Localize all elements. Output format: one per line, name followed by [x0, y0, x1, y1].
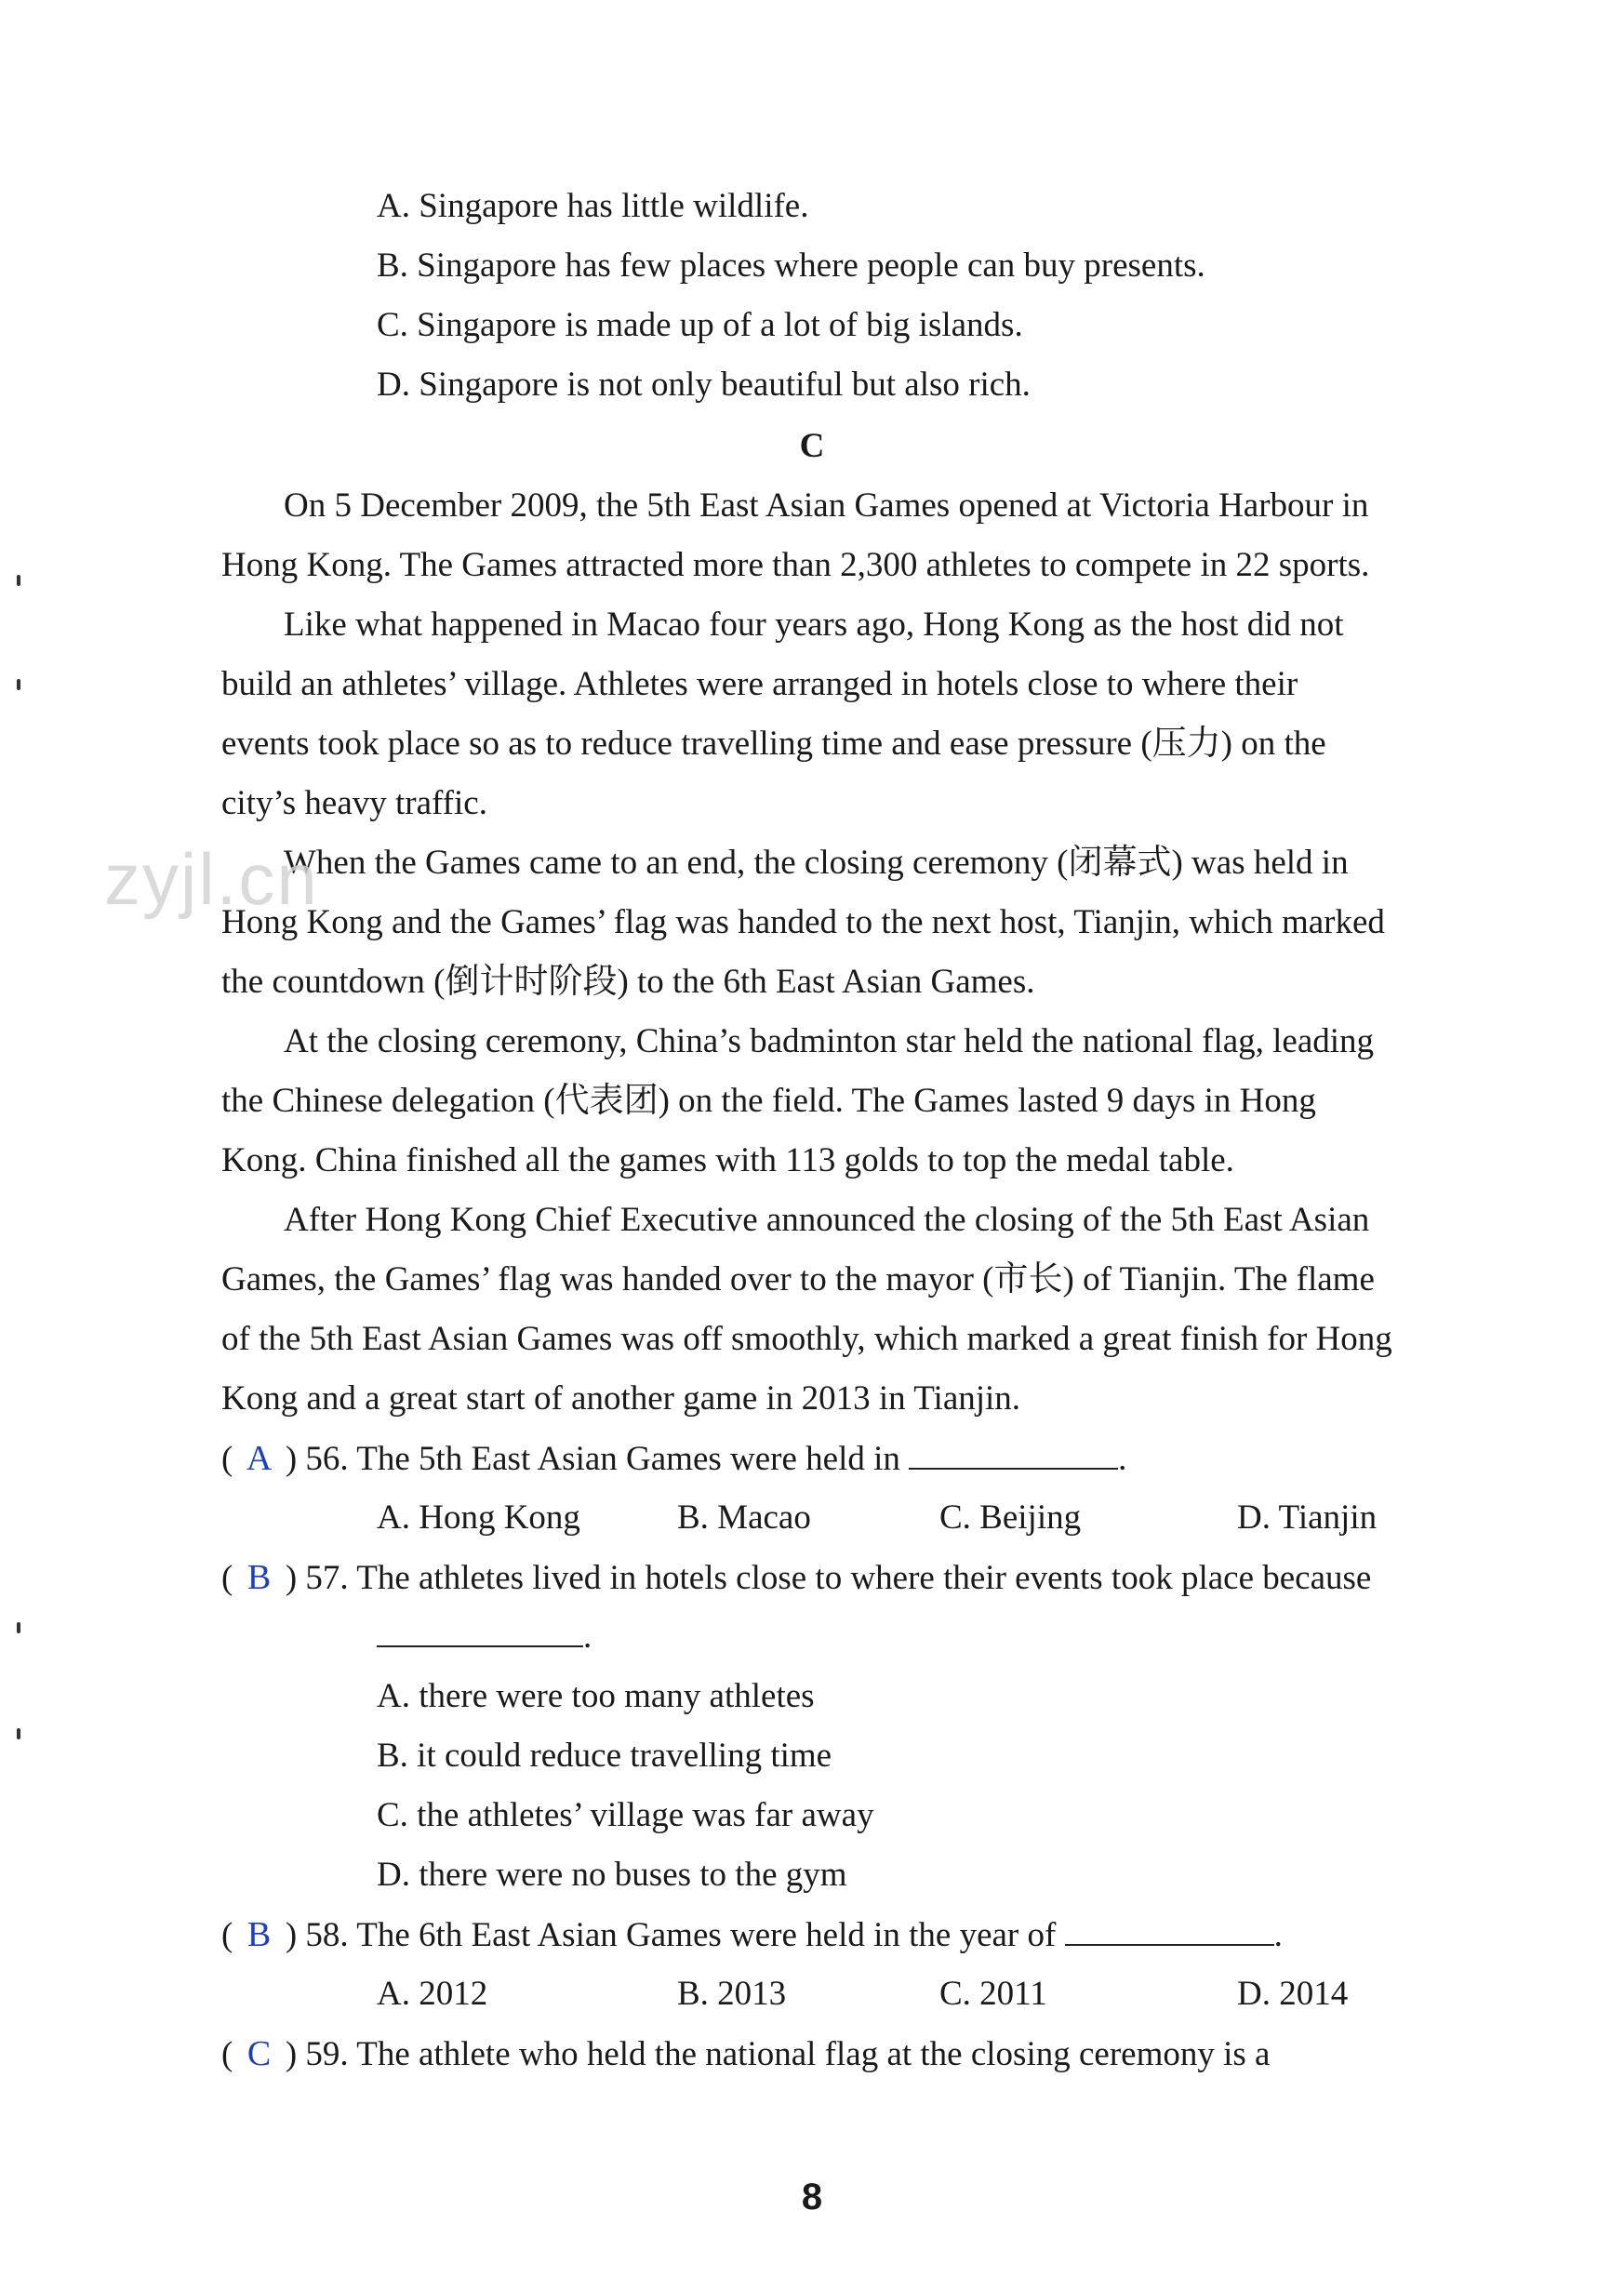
watermark-logo: zyjl.cn [104, 838, 319, 920]
q57-option-c: C. the athletes’ village was far away [377, 1796, 874, 1834]
question-58-stem: ) 58. The 6th East Asian Games were held in the year of [285, 1916, 1057, 1954]
answer-57: B [246, 1558, 272, 1597]
binding-mark [17, 575, 20, 586]
passage-line: the Chinese delegation (代表团) on the field. The Games lasted 9 days in Hong [221, 1082, 1316, 1120]
passage-line: build an athletes’ village. Athletes were arranged in hotels close to where their [221, 665, 1298, 703]
passage-line: the countdown (倒计时阶段) to the 6th East Asian Games. [221, 963, 1035, 1001]
passage-line: When the Games came to an end, the closing ceremony (闭幕式) was held in [284, 844, 1349, 882]
question-59 [221, 2033, 1270, 2075]
q58-option-d: D. 2014 [1237, 1975, 1349, 2013]
answer-56: A [246, 1439, 273, 1478]
period: . [1273, 1916, 1283, 1954]
passage-line: Hong Kong and the Games’ flag was handed to the next host, Tianjin, which marked [221, 903, 1385, 941]
passage-line: After Hong Kong Chief Executive announced the closing of the 5th East Asian [284, 1201, 1370, 1239]
question-57 [221, 1557, 1371, 1599]
q58-option-c: C. 2011 [939, 1975, 1047, 2013]
q57-option-b: B. it could reduce travelling time [377, 1737, 832, 1775]
question-57-blank-line [377, 1617, 592, 1658]
answer-59: C [246, 2034, 272, 2073]
q57-option-d: D. there were no buses to the gym [377, 1856, 847, 1894]
passage-line: of the 5th East Asian Games was off smoothly, which marked a great finish for Hong [221, 1320, 1392, 1358]
q56-option-c: C. Beijing [939, 1498, 1082, 1537]
prev-option-b: B. Singapore has few places where people can buy presents. [377, 246, 1205, 285]
question-59-stem: ) 59. The athlete who held the national flag at the closing ceremony is a [285, 2035, 1271, 2073]
answer-blank [1065, 1916, 1274, 1946]
prev-option-a: A. Singapore has little wildlife. [377, 187, 809, 225]
prev-option-c: C. Singapore is made up of a lot of big islands. [377, 306, 1023, 344]
prev-option-d: D. Singapore is not only beautiful but also rich. [377, 366, 1031, 404]
binding-mark [17, 1728, 20, 1739]
paren-open: ( [221, 2035, 233, 2073]
passage-line: city’s heavy traffic. [221, 784, 487, 822]
period: . [583, 1618, 592, 1656]
question-56 [221, 1438, 1126, 1480]
binding-mark [17, 1622, 20, 1633]
passage-line: Kong. China finished all the games with 113 golds to top the medal table. [221, 1141, 1234, 1179]
paren-open: ( [221, 1559, 233, 1597]
paren-open: ( [221, 1440, 233, 1478]
q58-option-a: A. 2012 [377, 1975, 488, 2013]
passage-line: Games, the Games’ flag was handed over to the mayor (市长) of Tianjin. The flame [221, 1260, 1375, 1298]
q56-option-d: D. Tianjin [1237, 1498, 1378, 1537]
passage-line: events took place so as to reduce travelling time and ease pressure (压力) on the [221, 725, 1326, 763]
q56-option-a: A. Hong Kong [377, 1498, 580, 1537]
passage-line: On 5 December 2009, the 5th East Asian Games opened at Victoria Harbour in [284, 486, 1369, 525]
q58-option-b: B. 2013 [677, 1975, 787, 2013]
answer-58: B [246, 1915, 272, 1954]
question-58 [221, 1914, 1283, 1956]
page-number: 8 [801, 2177, 823, 2217]
binding-mark [17, 679, 20, 690]
q57-option-a: A. there were too many athletes [377, 1677, 815, 1715]
period: . [1118, 1440, 1127, 1478]
question-56-stem: ) 56. The 5th East Asian Games were held in [285, 1440, 900, 1478]
q56-option-b: B. Macao [677, 1498, 811, 1537]
passage-line: Like what happened in Macao four years ago, Hong Kong as the host did not [284, 606, 1344, 644]
paren-open: ( [221, 1916, 233, 1954]
passage-line: Kong and a great start of another game in 2013 in Tianjin. [221, 1379, 1021, 1418]
answer-blank [377, 1618, 583, 1647]
section-heading: C [799, 427, 825, 465]
passage-line: At the closing ceremony, China’s badminton star held the national flag, leading [284, 1022, 1375, 1060]
passage-line: Hong Kong. The Games attracted more than 2,300 athletes to compete in 22 sports. [221, 546, 1370, 584]
question-57-stem: ) 57. The athletes lived in hotels close to where their events took place because [285, 1559, 1372, 1597]
answer-blank [909, 1440, 1118, 1470]
